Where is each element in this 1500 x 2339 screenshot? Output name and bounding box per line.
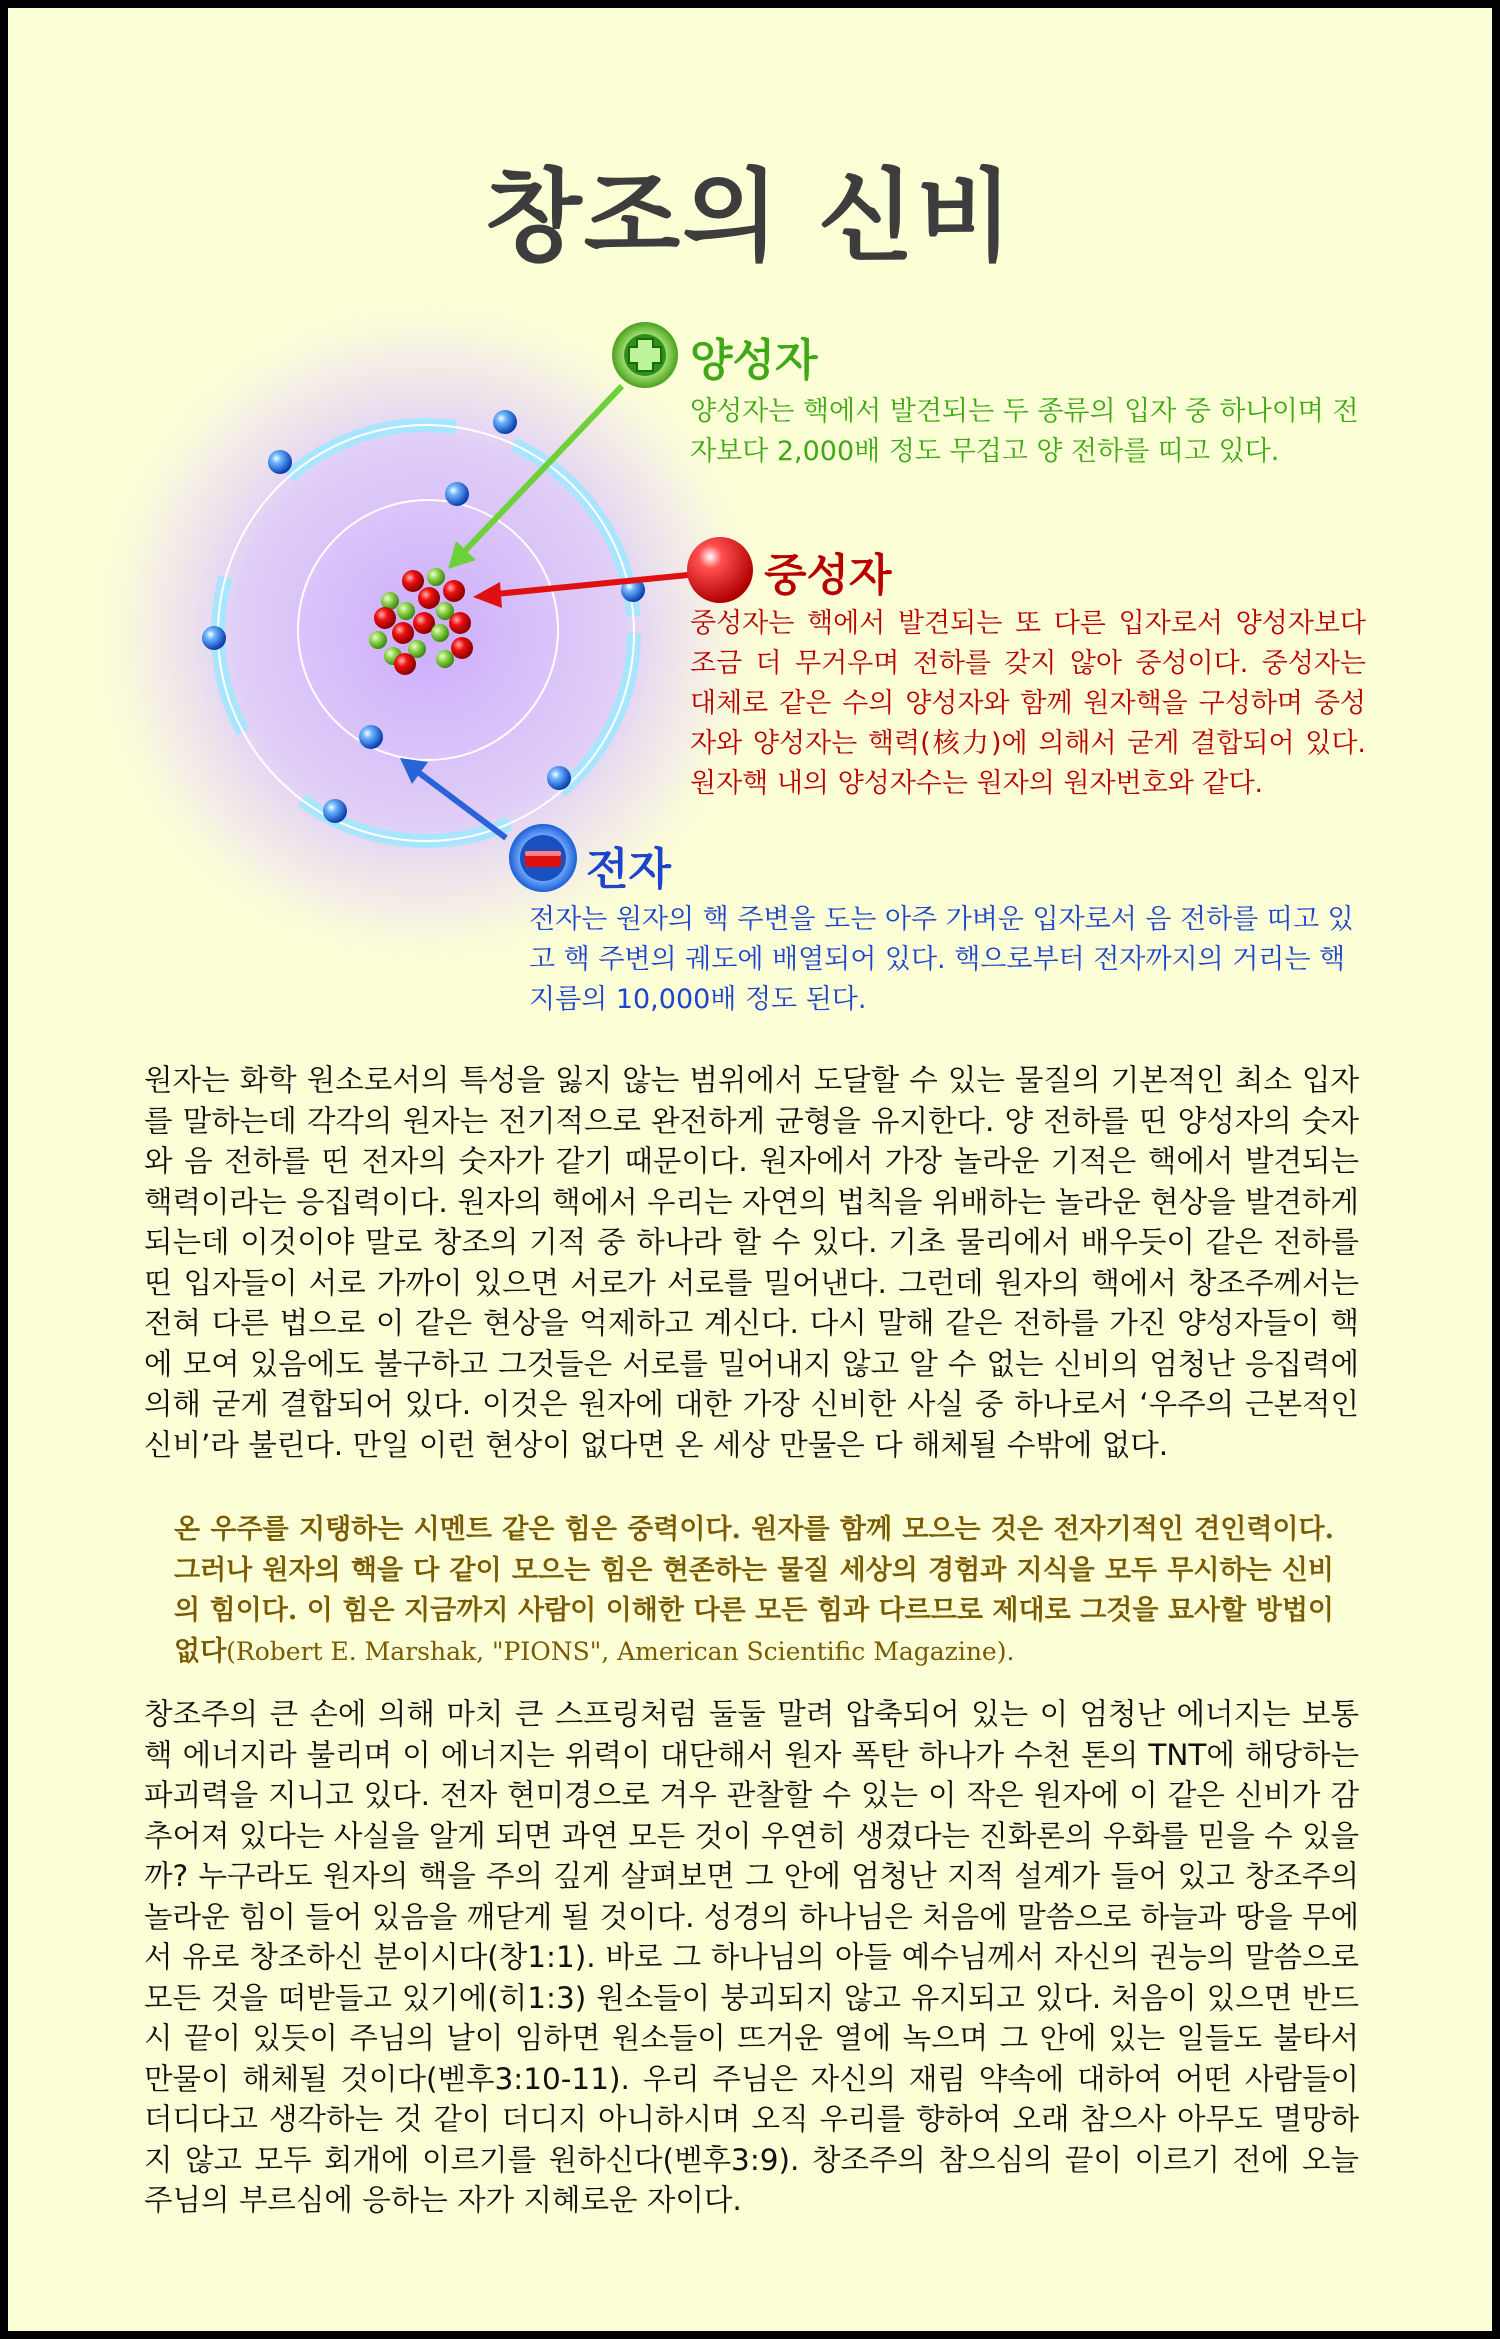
minus-icon <box>509 824 577 892</box>
proton-label: 양성자 <box>690 335 818 386</box>
atom-diagram <box>8 8 1492 1048</box>
electron-label: 전자 <box>586 844 672 895</box>
neutron-icon <box>687 537 753 603</box>
quote-block <box>174 1510 1334 1672</box>
proton-description: 양성자는 핵에서 발견되는 두 종류의 입자 중 하나이며 전자보다 2,000배 정도 무겁고 양 전하를 띠고 있다. <box>690 396 1359 467</box>
page-title: 창조의 신비 <box>485 158 1015 275</box>
plus-icon <box>612 322 678 388</box>
quote-text: 온 우주를 지탱하는 시멘트 같은 힘은 중력이다. 원자를 함께 모으는 것은 전자기적인 견인력이다. 그러나 원자의 핵을 다 같이 모으는 힘은 현존하는 물질 세상의 경험과 지식을 모두 무시하는 신비의 힘이다. 이 힘은 지금까지 사람이 이해한 다른 모든 힘과 다르므로 제대로 그것을 묘사할 방법이 없다 <box>174 1514 1334 1667</box>
neutron-description: 중성자는 핵에서 발견되는 또 다른 입자로서 양성자보다 조금 더 무거우며 전하를 갖지 않아 중성이다. 중성자는 대체로 같은 수의 양성자와 함께 원자핵을 구성하며 중성자와 양성자는 핵력(核力)에 의해서 굳게 결합되어 있다. 원자핵 내의 양성자수는 원자의 원자번호와 같다. <box>690 608 1366 799</box>
body-paragraph-1: 원자는 화학 원소로서의 특성을 잃지 않는 범위에서 도달할 수 있는 물질의 기본적인 최소 입자를 말하는데 각각의 원자는 전기적으로 완전하게 균형을 유지한다. 양 전하를 띤 양성자의 숫자와 음 전하를 띤 전자의 숫자가 같기 때문이다. 원자에서 가장 놀라운 기적은 핵에서 발견되는 핵력이라는 응집력이다. 원자의 핵에서 우리는 자연의 법칙을 위배하는 놀라운 현상을 발견하게 되는데 이것이야 말로 창조의 기적 중 하나라 할 수 있다. 기초 물리에서 배우듯이 같은 전하를 띤 입자들이 서로 가까이 있으면 서로가 서로를 밀어낸다. 그런데 원자의 핵에서 창조주께서는 전혀 다른 법으로 이 같은 현상을 억제하고 계신다. 다시 말해 같은 전하를 가진 양성자들이 핵에 모여 있음에도 불구하고 그것들은 서로를 밀어내지 않고 알 수 없는 신비의 엄청난 응집력에 의해 굳게 결합되어 있다. 이것은 원자에 대한 가장 신비한 사실 중 하나로서 ‘우주의 근본적인 신비’라 불린다. 만일 이런 현상이 없다면 온 세상 만물은 다 해체될 수밖에 없다. <box>144 1063 1359 1462</box>
body-paragraph-2: 창조주의 큰 손에 의해 마치 큰 스프링처럼 둘둘 말려 압축되어 있는 이 엄청난 에너지는 보통 핵 에너지라 불리며 이 에너지는 위력이 대단해서 원자 폭탄 하나가 수천 톤의 TNT에 해당하는 파괴력을 지니고 있다. 전자 현미경으로 겨우 관찰할 수 있는 이 작은 원자에 이 같은 신비가 감추어져 있다는 사실을 알게 되면 과연 모든 것이 우연히 생겼다는 진화론의 우화를 믿을 수 있을까? 누구라도 원자의 핵을 주의 깊게 살펴보면 그 안에 엄청난 지적 설계가 들어 있고 창조주의 놀라운 힘이 들어 있음을 깨닫게 될 것이다. 성경의 하나님은 처음에 말씀으로 하늘과 땅을 무에서 유로 창조하신 분이시다(창1:1). 바로 그 하나님의 아들 예수님께서 자신의 권능의 말씀으로 모든 것을 떠받들고 있기에(히1:3) 원소들이 붕괴되지 않고 유지되고 있다. 처음이 있으면 반드시 끝이 있듯이 주님의 날이 임하면 원소들이 뜨거운 열에 녹으며 그 안에 있는 일들도 불타서 만물이 해체될 것이다(벧후3:10-11). 우리 주님은 자신의 재림 약속에 대하여 어떤 사람들이 더디다고 생각하는 것 같이 더디지 아니하시며 오직 우리를 향하여 오래 참으사 아무도 멸망하지 않고 모두 회개에 이르기를 원하신다(벧후3:9). 창조주의 참으심의 끝이 이르기 전에 오늘 주님의 부르심에 응하는 자가 지혜로운 자이다. <box>144 1697 1359 2217</box>
quote-citation: (Robert E. Marshak, "PIONS", American Scientific Magazine). <box>226 1636 1015 1666</box>
neutron-label: 중성자 <box>764 550 892 601</box>
electron-description: 전자는 원자의 핵 주변을 도는 아주 가벼운 입자로서 음 전하를 띠고 있고 핵 주변의 궤도에 배열되어 있다. 핵으로부터 전자까지의 거리는 핵 지름의 10,000배 정도 된다. <box>529 904 1354 1015</box>
page <box>8 8 1492 2331</box>
